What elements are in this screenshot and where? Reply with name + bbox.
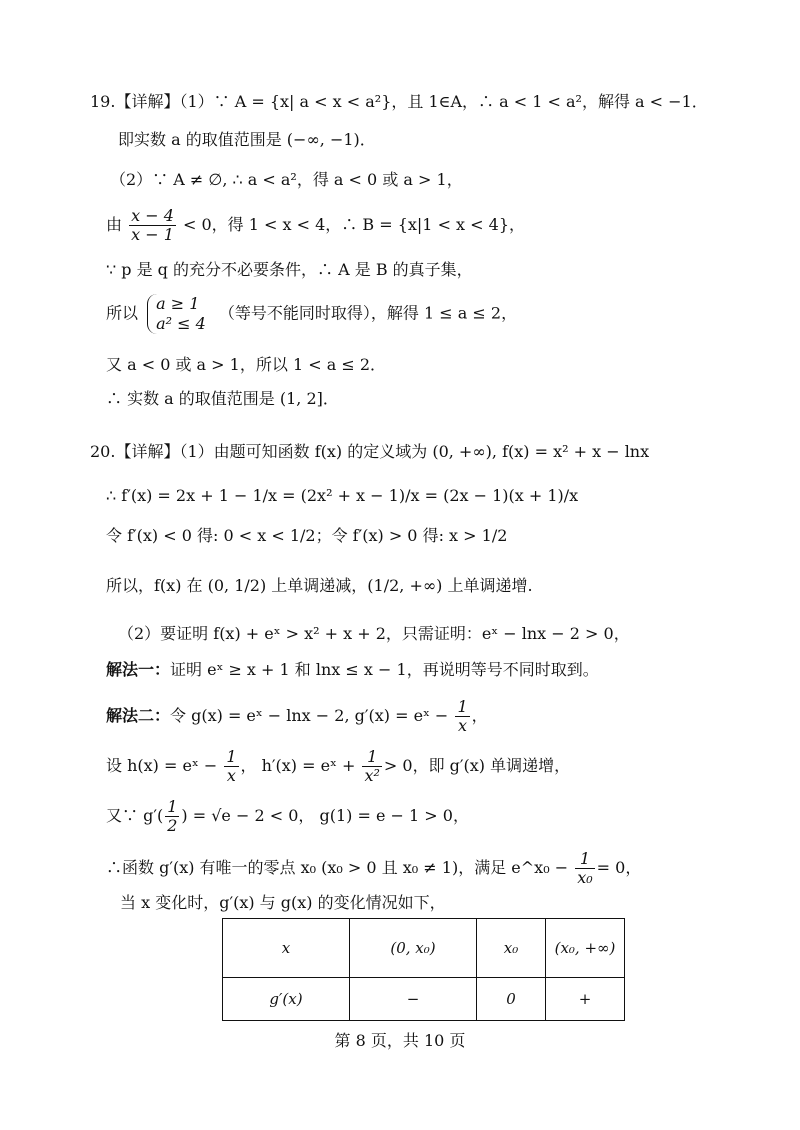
page-footer: 第 8 页，共 10 页 [334, 1031, 466, 1050]
problem-20-line-5: （2）要证明 f(x) + eˣ > x² + x + 2，只需证明：eˣ − lnx − 2 > 0， [118, 624, 630, 643]
method-1-label: 解法一： [106, 660, 171, 679]
table-cell: (0, x₀) [350, 919, 477, 978]
problem-20-line-3: 令 f′(x) < 0 得: 0 < x < 1/2；令 f′(x) > 0 得: x > 1/2 [106, 526, 508, 545]
problem-20-line-6: 设 h(x) = eˣ − $\frac{1}{x}$ ， h′(x) = eˣ + $\frac{1}{\text{x²}}$ > 0，即 g′(x) 单调递增， [106, 747, 571, 785]
problem-19-line-8: ∴ 实数 a 的取值范围是 (1, 2]． [106, 389, 339, 408]
table-cell: − [350, 978, 477, 1021]
problem-19-line-3: （2）∵ A ≠ ∅, ∴ a < a²，得 a < 0 或 a > 1， [110, 170, 463, 189]
problem-19-line-6: 所以 a ≥ 1 a² ≤ 4 （等号不能同时取得），解得 1 ≤ a ≤ 2， [106, 294, 518, 333]
problem-19-line-2: 即实数 a 的取值范围是 (−∞, −1)． [118, 130, 376, 149]
table-cell: x [223, 919, 350, 978]
table-cell: + [546, 978, 625, 1021]
fraction: $\frac{1}{\text{x₀}}$ [577, 849, 593, 887]
fraction: $\frac{1}{x}$ [457, 697, 468, 735]
problem-20-line-1: 20.【详解】（1）由题可知函数 f(x) 的定义域为 (0, +∞), f(x) = x² + x − lnx [90, 442, 650, 461]
problem-20-line-9: 当 x 变化时，g′(x) 与 g(x) 的变化情况如下， [120, 893, 446, 912]
table-row [223, 978, 625, 1021]
problem-19-line-1: 19.【详解】（1）∵ A = {x| a < x < a²}，且 1∈A，∴ a < 1 < a²，解得 a < −1． [90, 92, 708, 111]
problem-20-line-4: 所以，f(x) 在 (0, 1/2) 上单调递减，(1/2, +∞) 上单调递增. [106, 576, 533, 595]
inequality-system: a ≥ 1 a² ≤ 4 [147, 294, 210, 334]
fraction: $\frac{1}{2}$ [167, 797, 178, 835]
problem-19-line-5: ∵ p 是 q 的充分不必要条件，∴ A 是 B 的真子集， [106, 260, 473, 279]
problem-19-line-7: 又 a < 0 或 a > 1，所以 1 < a ≤ 2． [106, 355, 386, 374]
method-2-line: 解法二：令 g(x) = eˣ − lnx − 2, g′(x) = eˣ − $\frac{1}{x}$ ， [106, 697, 488, 735]
method-2-label: 解法二： [106, 706, 171, 725]
table-cell: g′(x) [223, 978, 350, 1021]
method-1-line: 解法一：证明 eˣ ≥ x + 1 和 lnx ≤ x − 1，再说明等号不同时取到。 [106, 660, 599, 679]
problem-20-heading: 20.【详解】 [90, 442, 180, 461]
table-row [223, 919, 625, 978]
problem-20-line-2: ∴ f′(x) = 2x + 1 − 1/x = (2x² + x − 1)/x = (2x − 1)(x + 1)/x [106, 486, 579, 505]
problem-20-line-8: ∴函数 g′(x) 有唯一的零点 x₀ (x₀ > 0 且 x₀ ≠ 1)，满足 e^x₀ − $\frac{1}{\text{x₀}}$ = 0， [106, 849, 642, 887]
fraction: $\frac{x - 4}{x - 1}$ [131, 206, 174, 244]
problem-19-line-4: 由 $\frac{x - 4}{x - 1}$ < 0，得 1 < x < 4，∴ B = {x|1 < x < 4}， [106, 206, 526, 244]
problem-19-heading: 19.【详解】 [90, 92, 180, 111]
table-cell: (x₀, +∞) [546, 919, 625, 978]
problem-20-line-7: 又∵ g′( $\frac{1}{2}$ ) = √e − 2 < 0， g(1) = e − 1 > 0， [106, 797, 469, 835]
fraction: $\frac{1}{\text{x²}}$ [364, 747, 380, 785]
fraction: $\frac{1}{x}$ [226, 747, 237, 785]
table-cell: x₀ [477, 919, 546, 978]
table-cell: 0 [477, 978, 546, 1021]
variation-table [222, 918, 625, 1021]
